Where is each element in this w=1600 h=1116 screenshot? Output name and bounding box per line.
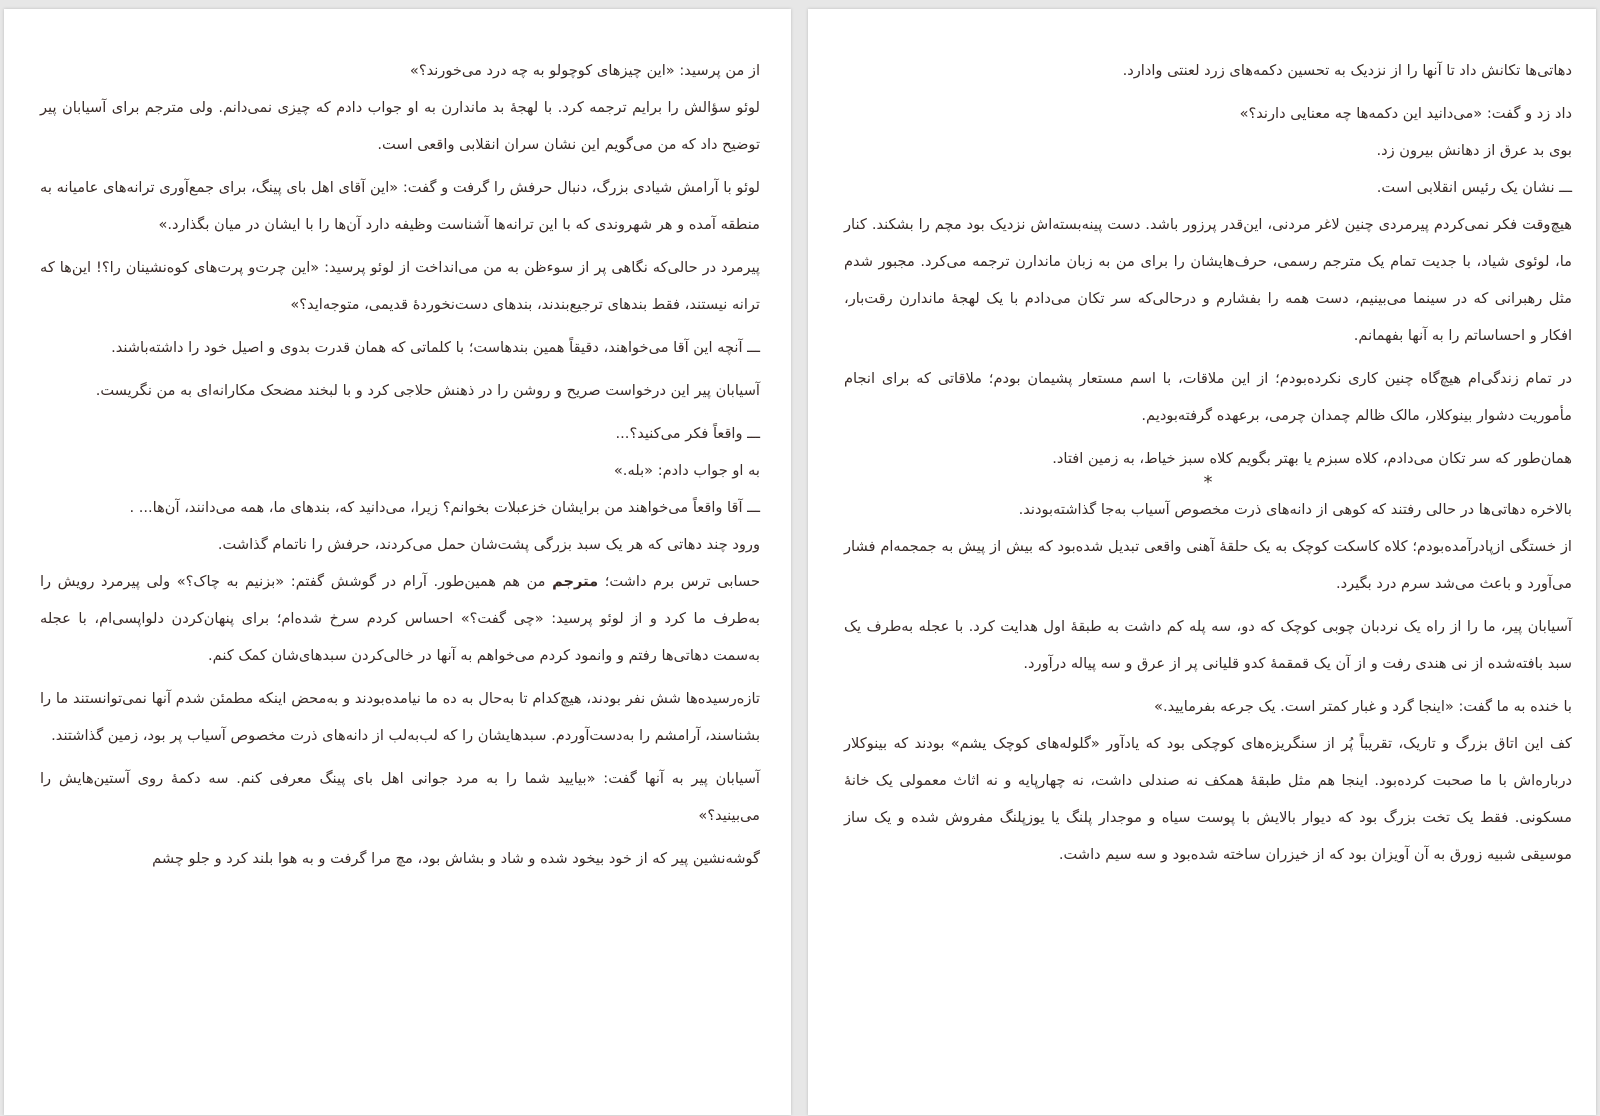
paragraph: ـــ آنچه این آقا می‌خواهند، دقیقاً همین بندهاست؛ با کلماتی که همان قدرت بدوی و اصیل خود را داشته‌باشند. bbox=[111, 339, 760, 356]
paragraph: ورود چند دهاتی که هر یک سبد بزرگی پشت‌شان حمل می‌کردند، حرفش را ناتمام گذاشت. bbox=[217, 536, 760, 553]
left-book-page bbox=[4, 9, 791, 1115]
paragraph: ـــ آقا واقعاً می‌خواهند من برایشان خزعبلات بخوانم؟ زیرا، می‌دانید که، بندهای ما، همه می‌دانند، آن‌ها... . bbox=[129, 499, 760, 516]
paragraph: لوئو با آرامش شیادی بزرگ، دنبال حرفش را گرفت و گفت: «این آقای اهل بای پینگ، برای جمع‌آوری ترانه‌های عامیانه به منطقه آمده و هر شهروندی که با این ترانه‌ها آشناست وظیفه دارد آن‌ها را با ایشان در میان بگذارد.» bbox=[40, 179, 760, 233]
paragraph-with-bold bbox=[40, 563, 760, 674]
paragraph: کف این اتاق بزرگ و تاریک، تقریباً پُر از سنگریزه‌های کوچکی بود که یادآور «گلوله‌های کوچک یشم» بودند که بینوکلار درباره‌اش با ما صحبت کرده‌بود. اینجا هم مثل طبقهٔ همکف نه صندلی داشت، نه چهارپایه و نه اثاث معمولی یک خانهٔ مسکونی. فقط یک تخت بزرگ بود که دیوار بالایش با پوست سیاه و موجدار پلنگ یا یوزپلنگ مفروش شده و یک ساز موسیقی شبیه زورق به آن آویزان بود که از خیزران ساخته شده‌بود و سه سیم داشت. bbox=[844, 735, 1572, 863]
paragraph: هیچ‌وقت فکر نمی‌کردم پیرمردی چنین لاغر مردنی، این‌قدر پرزور باشد. دست پینه‌بسته‌اش نزدیک بود مچم را بشکند. کنار ما، لوئوی شیاد، با جدیت تمام یک مترجم رسمی، حرف‌هایشان را برای من به زبان ماندارن ترجمه می‌کرد. مجبور شدم مثل رهبرانی که در سینما می‌بینیم، دست همه را بفشارم و درحالی‌که سر تکان می‌دادم با یک لهجهٔ ماندارن رقت‌بار، افکار و احساساتم را به آنها بفهمانم. bbox=[844, 216, 1572, 344]
paragraph: تازه‌رسیده‌ها شش نفر بودند، هیچ‌کدام تا به‌حال به ده ما نیامده‌بودند و به‌محض اینکه مطمئن شدم آنها نمی‌توانستند ما را بشناسند، آرامشم را به‌دست‌آوردم. سبدهایشان را که لب‌به‌لب از دانه‌های ذرت مخصوص آسیاب پر بود، زمین گذاشتند. bbox=[40, 690, 760, 744]
paragraph: در تمام زندگی‌ام هیچ‌گاه چنین کاری نکرده‌بودم؛ از این ملاقات، با اسم مستعار پشیمان بودم؛ ملاقاتی که برای انجام مأموریت دشوار بینوکلار، مالک ظالم چمدان چرمی، برعهده گرفته‌بودیم. bbox=[844, 370, 1572, 424]
paragraph: دهاتی‌ها تکانش داد تا آنها را از نزدیک به تحسین دکمه‌های زرد لعنتی وادارد. bbox=[1122, 62, 1572, 79]
section-break-asterisk: * bbox=[1203, 472, 1213, 493]
paragraph: با خنده به ما گفت: «اینجا گرد و غبار کمتر است. یک جرعه بفرمایید.» bbox=[1154, 698, 1572, 715]
left-page-text bbox=[40, 52, 760, 883]
bold-word: مترجم bbox=[552, 573, 599, 590]
paragraph: ـــ نشان یک رئیس انقلابی است. bbox=[1376, 179, 1572, 196]
paragraph: از من پرسید: «این چیزهای کوچولو به چه درد می‌خورند؟» bbox=[409, 62, 760, 79]
paragraph: آسیابان پیر این درخواست صریح و روشن را در ذهنش حلاجی کرد و با لبخند مضحک مکارانه‌ای به من نگریست. bbox=[95, 382, 760, 399]
paragraph: داد زد و گفت: «می‌دانید این دکمه‌ها چه معنایی دارند؟» bbox=[1239, 105, 1572, 122]
paragraph-part: حسابی ترس برم داشت؛ bbox=[598, 573, 760, 590]
paragraph: لوئو سؤالش را برایم ترجمه کرد. با لهجهٔ بد ماندارن به او جواب دادم که چیزی نمی‌دانم. ولی مترجم برای آسیابان پیر توضیح داد که من می‌گویم این نشان سران انقلابی واقعی است. bbox=[40, 99, 760, 153]
paragraph: ـــ واقعاً فکر می‌کنید؟... bbox=[615, 425, 760, 442]
paragraph: بوی بد عرق از دهانش بیرون زد. bbox=[1376, 142, 1572, 159]
right-book-page bbox=[808, 9, 1596, 1115]
paragraph: به او جواب دادم: «بله.» bbox=[613, 462, 760, 479]
paragraph: همان‌طور که سر تکان می‌دادم، کلاه سبزم یا بهتر بگویم کلاه سبز خیاط، به زمین افتاد. bbox=[1052, 450, 1572, 467]
paragraph: از خستگی ازپادرآمده‌بودم؛ کلاه کاسکت کوچک به یک حلقهٔ آهنی واقعی تبدیل شده‌بود که بیش از پیش به جمجمه‌ام فشار می‌آورد و باعث می‌شد سرم درد بگیرد. bbox=[844, 538, 1572, 592]
paragraph-part: من هم همین‌طور. آرام در گوشش گفتم: «بزنیم به چاک؟» ولی پیرمرد رویش را به‌طرف ما کرد و از لوئو پرسید: «چی گفت؟» احساس کردم سرخ شده‌ام؛ برای پنهان‌کردن دلواپسی‌ام، با عجله به‌سمت دهاتی‌ها رفتم و وانمود کردم می‌خواهم به آنها در خالی‌کردن سبدهای‌شان کمک کنم. bbox=[40, 573, 760, 664]
paragraph: گوشه‌نشین پیر که از خود بیخود شده و شاد و بشاش بود، مچ مرا گرفت و به هوا بلند کرد و جلو چشم bbox=[152, 850, 760, 867]
paragraph: بالاخره دهاتی‌ها در حالی رفتند که کوهی از دانه‌های ذرت مخصوص آسیاب به‌جا گذاشته‌بودند. bbox=[1018, 501, 1572, 518]
paragraph: آسیابان پیر به آنها گفت: «بیایید شما را به مرد جوانی اهل بای پینگ معرفی کنم. سه دکمهٔ روی آستین‌هایش را می‌بینید؟» bbox=[40, 770, 760, 824]
paragraph: آسیابان پیر، ما را از راه یک نردبان چوبی کوچک که دو، سه پله کم داشت به طبقهٔ اول هدایت کرد. با عجله به‌طرف یک سبد بافته‌شده از نی هندی رفت و از آن یک قمقمهٔ کدو قلیانی پر از عرق و سه پیاله درآورد. bbox=[844, 618, 1572, 672]
paragraph: پیرمرد در حالی‌که نگاهی پر از سوءظن به من می‌انداخت از لوئو پرسید: «این چرت‌و پرت‌های کوه‌نشینان را؟! این‌ها که ترانه نیستند، فقط بندهای ترجیع‌بندند، بندهای دست‌نخوردهٔ قدیمی، متوجه‌اید؟» bbox=[40, 259, 760, 313]
right-page-text bbox=[844, 52, 1572, 879]
